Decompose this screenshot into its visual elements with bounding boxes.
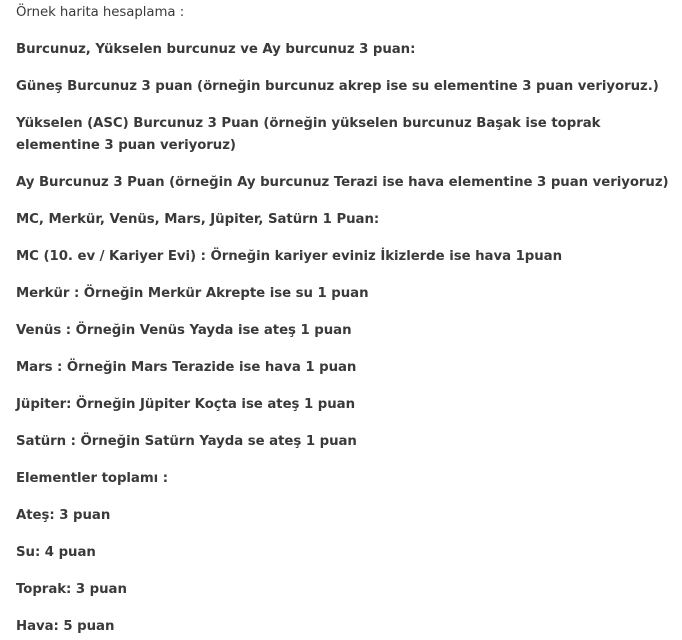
section-main-signs: Burcunuz, Yükselen burcunuz ve Ay burcunuz 3 puan:	[16, 42, 416, 57]
article-content	[16, 2, 670, 638]
venus-line: Venüs : Örneğin Venüs Yayda ise ateş 1 puan	[16, 323, 352, 338]
saturn-line: Satürn : Örneğin Satürn Yayda se ateş 1 puan	[16, 434, 357, 449]
mercury-line: Merkür : Örneğin Merkür Akrepte ise su 1 puan	[16, 286, 369, 301]
jupiter-line: Jüpiter: Örneğin Jüpiter Koçta ise ateş 1 puan	[16, 397, 355, 412]
earth-total: Toprak: 3 puan	[16, 582, 127, 597]
moon-sign-line: Ay Burcunuz 3 Puan (örneğin Ay burcunuz Terazi ise hava elementine 3 puan veriyoruz)	[16, 175, 669, 190]
water-total: Su: 4 puan	[16, 545, 96, 560]
heading-example-chart: Örnek harita hesaplama :	[16, 5, 185, 20]
sun-sign-line: Güneş Burcunuz 3 puan (örneğin burcunuz akrep ise su elementine 3 puan veriyoruz.)	[16, 79, 659, 94]
ascendant-line: Yükselen (ASC) Burcunuz 3 Puan (örneğin yükselen burcunuz Başak ise toprak elementine 3 puan veriyoruz)	[16, 116, 601, 153]
section-planets: MC, Merkür, Venüs, Mars, Jüpiter, Satürn 1 Puan:	[16, 212, 380, 227]
mc-line: MC (10. ev / Kariyer Evi) : Örneğin kariyer eviniz İkizlerde ise hava 1puan	[16, 249, 563, 264]
fire-total: Ateş: 3 puan	[16, 508, 111, 523]
mars-line: Mars : Örneğin Mars Terazide ise hava 1 puan	[16, 360, 357, 375]
air-total: Hava: 5 puan	[16, 619, 115, 634]
section-element-totals: Elementler toplamı :	[16, 471, 169, 486]
